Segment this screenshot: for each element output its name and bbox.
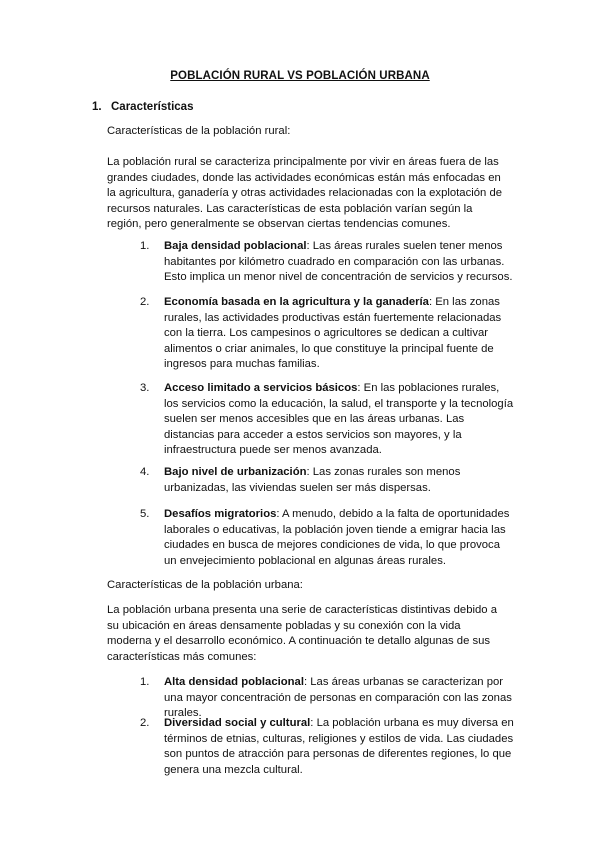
urban-intro-paragraph: La población urbana presenta una serie de características distintivas debido a su ubicación en áreas densamente pobladas y su conexión con la vida moderna y el desarrollo económico. A continuación te detallo algunas de sus características más comunes: (107, 604, 497, 663)
rural-list-item (140, 507, 515, 569)
list-item-text: : A menudo, debido a la falta de oportunidades laborales o educativas, la población joven tiende a emigrar hacia las ciudades en busca de mejores condiciones de vida, lo que provoca un envejecimiento poblacional en algunas áreas rurales. (164, 508, 510, 567)
list-item-term: Bajo nivel de urbanización (164, 466, 307, 478)
list-item-number: 2. (140, 296, 150, 308)
list-item-term: Desafíos migratorios (164, 508, 277, 520)
rural-list-item (140, 381, 515, 459)
list-item-number: 2. (140, 717, 150, 729)
list-item-text: : La población urbana es muy diversa en términos de etnias, culturas, religiones y estilos de vida. Las ciudades son puntos de atracción para personas de diferentes regiones, lo que genera una mezcla cultural. (164, 717, 514, 776)
list-item-number: 3. (140, 382, 150, 394)
list-item-term: Baja densidad poblacional (164, 240, 307, 252)
rural-subheading: Características de la población rural: (107, 125, 291, 137)
urban-subheading: Características de la población urbana: (107, 579, 303, 591)
rural-list-item (140, 239, 515, 286)
list-item-text: : En las poblaciones rurales, los servicios como la educación, la salud, el transporte y la tecnología suelen ser menos accesibles que en las áreas urbanas. Las distancias para acceder a estos servicios son mayores, y la infraestructura puede ser menos avanzada. (164, 382, 514, 457)
list-item-number: 1. (140, 676, 150, 688)
list-item-term: Diversidad social y cultural (164, 717, 311, 729)
list-item-text: : Las áreas urbanas se caracterizan por una mayor concentración de personas en comparación con las zonas rurales. (164, 676, 512, 720)
list-item-number: 5. (140, 508, 150, 520)
list-item-text: : Las áreas rurales suelen tener menos habitantes por kilómetro cuadrado en comparación con las urbanas. Esto implica un menor nivel de concentración de servicios y recursos. (164, 240, 513, 284)
list-item-term: Acceso limitado a servicios básicos (164, 382, 358, 394)
rural-intro-paragraph: La población rural se caracteriza principalmente por vivir en áreas fuera de las grandes ciudades, donde las actividades económicas están más enfocadas en la agricultura, ganadería y otras actividades relacionadas con la explotación de recursos naturales. Las características de esta población varían según la región, pero generalmente se observan ciertas tendencias comunes. (107, 156, 503, 231)
section-heading-text: Características (111, 101, 194, 113)
section-number: 1. (92, 101, 102, 113)
urban-list-item (140, 716, 515, 778)
list-item-number: 1. (140, 240, 150, 252)
list-item-term: Alta densidad poblacional (164, 676, 304, 688)
list-item-number: 4. (140, 466, 150, 478)
list-item-text: : En las zonas rurales, las actividades productivas están fuertemente relacionadas con la tierra. Los campesinos o agricultores se dedican a cultivar alimentos o criar animales, lo que constituye la principal fuente de ingresos para muchas familias. (164, 296, 502, 371)
section-heading (92, 101, 193, 113)
rural-list-item (140, 465, 515, 496)
urban-list-item (140, 675, 515, 722)
list-item-text: : Las zonas rurales son menos urbanizadas, las viviendas suelen ser más dispersas. (164, 466, 461, 494)
document-title: POBLACIÓN RURAL VS POBLACIÓN URBANA (170, 70, 430, 82)
list-item-term: Economía basada en la agricultura y la ganadería (164, 296, 429, 308)
rural-list-item (140, 295, 515, 373)
